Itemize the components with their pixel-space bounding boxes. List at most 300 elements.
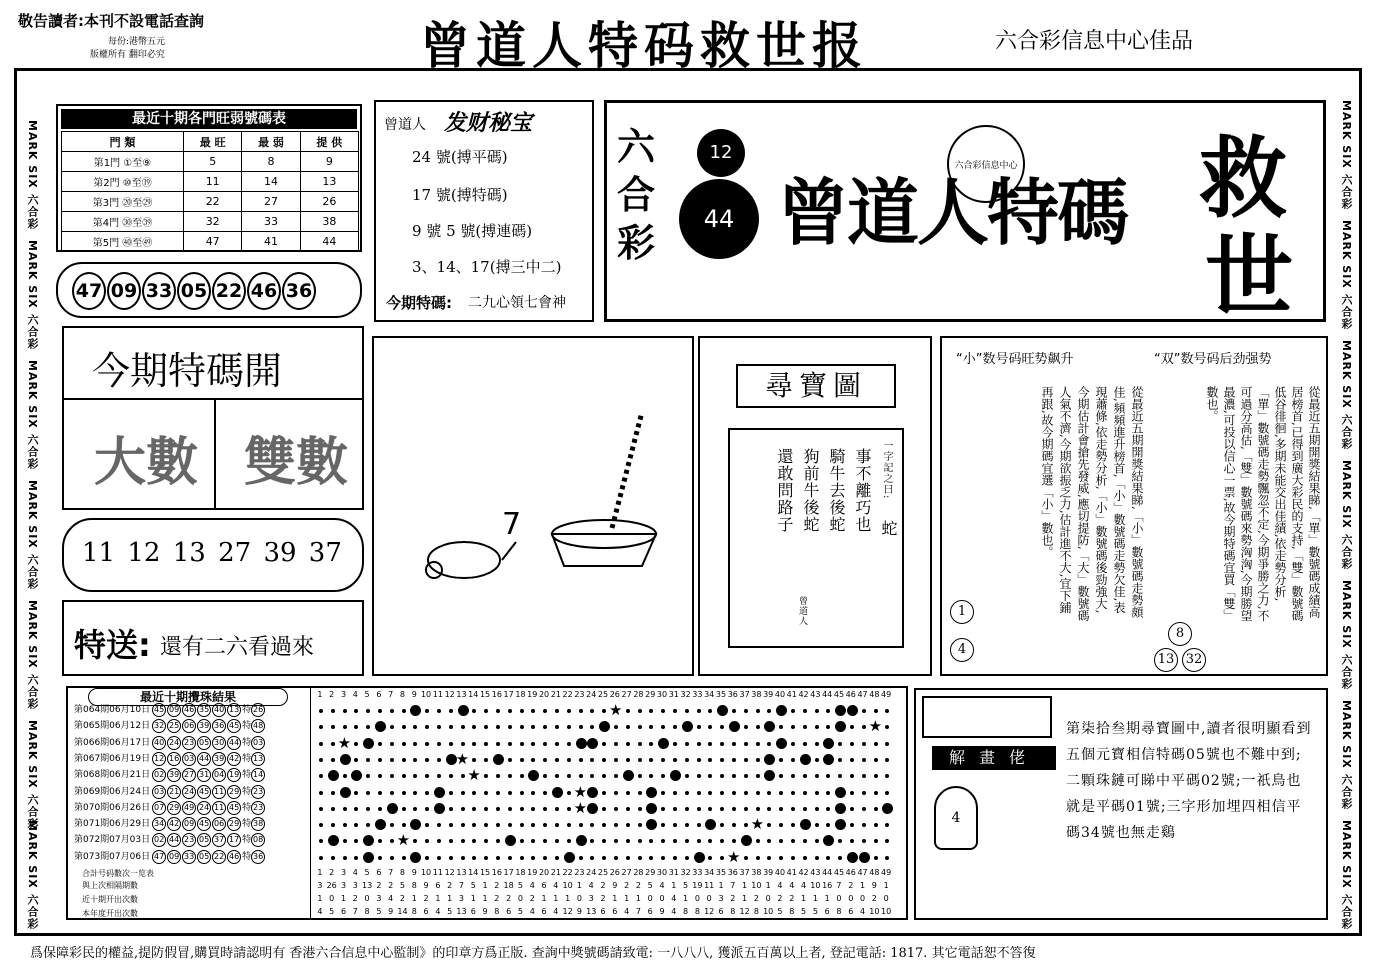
stat-value: 37 (739, 868, 750, 877)
drawn-mark (587, 803, 598, 814)
number-column-header: 2 (329, 690, 335, 699)
drawn-mark (363, 835, 374, 846)
draw-ball: 02 (152, 768, 166, 782)
draw-ball: 29 (227, 817, 241, 831)
empty-mark (425, 774, 429, 778)
stat-value: 16 (491, 868, 502, 877)
stat-row (314, 868, 892, 877)
empty-mark (425, 839, 429, 843)
empty-mark (685, 856, 689, 860)
pick-number: 12 (127, 538, 161, 568)
draw-special-label: 特 (242, 802, 252, 813)
number-column-header: 22 (562, 690, 573, 699)
draw-ball: 45 (227, 719, 241, 733)
table-row: 第4門 ㉚至㊴ 32 33 38 (62, 212, 359, 232)
stat-value: 5 (517, 881, 523, 890)
empty-mark (331, 709, 335, 713)
number-column-header: 26 (609, 690, 620, 699)
empty-mark (720, 807, 724, 811)
empty-mark (590, 774, 594, 778)
draw-ball: 42 (227, 752, 241, 766)
empty-mark (378, 742, 382, 746)
draw-ball: 27 (182, 768, 196, 782)
draw-special-ball: 36 (251, 850, 265, 864)
empty-mark (602, 856, 606, 860)
stat-value: 8 (730, 907, 736, 916)
empty-mark (520, 758, 524, 762)
draw-row (74, 702, 266, 718)
stat-value: 5 (329, 907, 335, 916)
treasure-char: 蛇 (879, 520, 898, 537)
special-open-even: 雙數 (244, 432, 349, 493)
table-row: 第2門 ⑩至⑲ 11 14 13 (62, 172, 359, 192)
empty-mark (484, 856, 488, 860)
empty-mark (720, 742, 724, 746)
empty-mark (484, 807, 488, 811)
empty-mark (579, 774, 583, 778)
draw-ball: 32 (152, 719, 166, 733)
empty-mark (366, 823, 370, 827)
stat-value: 0 (659, 894, 665, 903)
banner-box (604, 100, 1326, 328)
draw-special-ball: 48 (251, 719, 265, 733)
draw-label: 第064期06月10日 (74, 705, 151, 715)
stat-value: 6 (600, 907, 606, 916)
empty-mark (472, 791, 476, 795)
empty-mark (402, 709, 406, 713)
empty-mark (543, 839, 547, 843)
empty-mark (319, 839, 323, 843)
tips-box (374, 100, 594, 322)
empty-mark (791, 709, 795, 713)
number-column-header: 44 (822, 690, 833, 699)
empty-mark (614, 758, 618, 762)
drawn-mark (564, 852, 575, 863)
drawn-mark (599, 721, 610, 732)
empty-mark (555, 839, 559, 843)
number-column-header: 33 (692, 690, 703, 699)
stat-value: 2 (848, 881, 854, 890)
stat-value: 6 (506, 907, 512, 916)
stat-value: 1 (671, 881, 677, 890)
empty-mark (708, 839, 712, 843)
stat-value: 12 (739, 907, 750, 916)
empty-mark (779, 807, 783, 811)
draw-special-ball: 38 (251, 817, 265, 831)
empty-mark (649, 742, 653, 746)
turtle-bowl-illustration (374, 338, 692, 674)
stat-value: 10 (763, 907, 774, 916)
special-mark: ★ (455, 749, 470, 768)
draw-ball: 02 (152, 833, 166, 847)
empty-mark (756, 758, 760, 762)
banner-save-char: 救 (1199, 126, 1288, 230)
empty-mark (484, 791, 488, 795)
table-row: 第3門 ⑳至㉙ 22 27 26 (62, 192, 359, 212)
empty-mark (815, 807, 819, 811)
empty-mark (885, 758, 889, 762)
empty-mark (461, 774, 465, 778)
special-mark: ★ (750, 815, 765, 834)
empty-mark (874, 709, 878, 713)
stat-value: 5 (647, 881, 653, 890)
empty-mark (685, 709, 689, 713)
stat-value: 5 (517, 907, 523, 916)
empty-mark (885, 839, 889, 843)
special-mark: ★ (727, 847, 741, 866)
empty-mark (437, 758, 441, 762)
stat-value: 5 (801, 907, 807, 916)
empty-mark (720, 856, 724, 860)
empty-mark (649, 725, 653, 729)
draw-ball: 45 (152, 703, 166, 717)
empty-mark (354, 758, 358, 762)
empty-mark (543, 774, 547, 778)
stat-value: 4 (529, 907, 535, 916)
stat-value: 4 (671, 894, 677, 903)
empty-mark (508, 774, 512, 778)
stat-value: 9 (482, 907, 488, 916)
stat-value: 45 (833, 868, 845, 877)
empty-mark (614, 856, 618, 860)
empty-mark (744, 823, 748, 827)
draw-label: 第066期06月17日 (74, 737, 151, 748)
empty-mark (579, 856, 583, 860)
draw-row (74, 784, 266, 800)
empty-mark (508, 823, 512, 827)
banner-ball-top: 12 (697, 129, 745, 177)
empty-mark (319, 856, 323, 860)
stat-value: 0 (860, 894, 866, 903)
empty-mark (874, 839, 878, 843)
empty-mark (850, 774, 854, 778)
col-offer: 提 供 (300, 132, 358, 152)
empty-mark (413, 758, 417, 762)
tips-person: 曾道人 (384, 117, 426, 133)
empty-mark (520, 807, 524, 811)
empty-mark (319, 791, 323, 795)
empty-mark (685, 823, 689, 827)
draw-ball: 39 (212, 752, 226, 766)
draw-number-header (314, 690, 892, 699)
empty-mark (708, 807, 712, 811)
empty-mark (437, 823, 441, 827)
tips-special-label: 今期特碼: (386, 294, 452, 312)
empty-mark (508, 725, 512, 729)
empty-mark (744, 725, 748, 729)
empty-mark (531, 839, 535, 843)
number-column-header: 14 (468, 690, 479, 699)
banner-seal: 六合彩信息中心 (947, 125, 1025, 203)
empty-mark (614, 823, 618, 827)
empty-mark (425, 823, 429, 827)
draw-ball: 11 (212, 785, 226, 799)
empty-mark (508, 807, 512, 811)
empty-mark (472, 758, 476, 762)
empty-mark (402, 823, 406, 827)
empty-mark (484, 725, 488, 729)
empty-mark (590, 839, 594, 843)
empty-mark (720, 774, 724, 778)
empty-mark (366, 791, 370, 795)
treasure-col-2: 騎牛去後蛇 (827, 448, 846, 533)
draw-ball: 39 (197, 719, 211, 733)
empty-mark (461, 725, 465, 729)
empty-mark (413, 725, 417, 729)
stat-value: 32 (680, 868, 691, 877)
empty-mark (449, 709, 453, 713)
draw-ball: 25 (167, 719, 181, 733)
draw-special-ball: 13 (251, 752, 265, 766)
send-box (62, 600, 364, 676)
side-mark-right-4: MARK SIX 六合彩 (1340, 460, 1353, 570)
empty-mark (579, 725, 583, 729)
stat-value: 4 (777, 881, 783, 890)
stat-value: 24 (586, 868, 597, 877)
stat-value: 4 (624, 907, 630, 916)
stat-value: 2 (730, 894, 736, 903)
empty-mark (366, 774, 370, 778)
empty-mark (402, 774, 406, 778)
empty-mark (614, 791, 618, 795)
draw-ball: 05 (197, 850, 211, 864)
stat-value: 29 (645, 868, 656, 877)
stat-value: 39 (763, 868, 774, 877)
stat-value: 9 (411, 868, 417, 877)
empty-mark (472, 856, 476, 860)
banner-left-vertical: 六合彩 (617, 124, 656, 265)
empty-mark (791, 742, 795, 746)
stat-value: 0 (576, 894, 582, 903)
empty-mark (838, 774, 842, 778)
special-mark: ★ (573, 798, 588, 817)
stat-value: 23 (574, 868, 585, 877)
stat-value: 2 (506, 894, 512, 903)
stat-value: 2 (635, 881, 641, 890)
empty-mark (697, 823, 701, 827)
special-mark: ★ (337, 733, 352, 752)
special-mark: ★ (396, 831, 411, 850)
side-mark-left-3: MARK SIX 六合彩 (26, 360, 39, 470)
empty-mark (614, 742, 618, 746)
empty-mark (354, 807, 358, 811)
number-column-header: 21 (550, 690, 561, 699)
stat-value: 1 (824, 894, 830, 903)
stat-value: 2 (624, 881, 630, 890)
empty-mark (661, 758, 665, 762)
drawn-mark (776, 705, 787, 716)
draw-ball: 46 (182, 703, 196, 717)
empty-mark (732, 709, 736, 713)
empty-mark (425, 856, 429, 860)
empty-mark (366, 758, 370, 762)
empty-mark (767, 791, 771, 795)
empty-mark (390, 823, 394, 827)
drawn-mark (717, 705, 728, 716)
number-column-header: 42 (798, 690, 809, 699)
empty-mark (366, 709, 370, 713)
stat-value: 11 (704, 881, 715, 890)
number-column-header: 15 (479, 690, 491, 699)
drawn-mark (587, 738, 598, 749)
empty-mark (590, 709, 594, 713)
stat-value: 4 (529, 881, 535, 890)
empty-mark (602, 774, 606, 778)
empty-mark (378, 856, 382, 860)
stat-value: 7 (836, 881, 842, 890)
number-column-header: 17 (503, 690, 514, 699)
empty-mark (354, 709, 358, 713)
draw-ball: 40 (212, 703, 226, 717)
stat-value: 2 (494, 894, 500, 903)
stat-value: 1 (742, 881, 748, 890)
stat-value: 5 (447, 907, 453, 916)
treasure-col-1: 事不離巧也 (853, 448, 872, 533)
draw-ball: 24 (182, 785, 196, 799)
empty-mark (732, 791, 736, 795)
empty-mark (461, 839, 465, 843)
empty-mark (756, 725, 760, 729)
empty-mark (331, 807, 335, 811)
empty-mark (779, 725, 783, 729)
draw-label: 第067期06月19日 (74, 753, 151, 764)
stat-value: 19 (527, 868, 538, 877)
empty-mark (779, 774, 783, 778)
drawn-mark (328, 835, 339, 846)
strength-table-title: 最近十期各門旺弱號碼表 (61, 109, 357, 129)
empty-mark (744, 791, 748, 795)
drawn-mark (434, 803, 445, 814)
tips-line-combo: 9 號 5 號(搏連碼) (412, 222, 533, 240)
empty-mark (885, 791, 889, 795)
number-column-header: 46 (845, 690, 856, 699)
empty-mark (885, 709, 889, 713)
empty-mark (638, 807, 642, 811)
empty-mark (402, 807, 406, 811)
empty-mark (413, 774, 417, 778)
stat-value: 4 (317, 907, 323, 916)
drawn-mark (764, 721, 775, 732)
empty-mark (756, 742, 760, 746)
col-cold: 最 弱 (242, 132, 300, 152)
drawn-mark (658, 738, 669, 749)
divider (310, 688, 311, 920)
draw-ball: 45 (197, 817, 211, 831)
empty-mark (638, 856, 642, 860)
number-column-header: 24 (586, 690, 597, 699)
empty-mark (803, 791, 807, 795)
empty-mark (449, 856, 453, 860)
draw-row (74, 832, 266, 848)
draw-row (74, 800, 266, 816)
number-column-header: 47 (857, 690, 868, 699)
stat-value: 10 (751, 881, 762, 890)
stat-value: 33 (692, 868, 703, 877)
hot-ball: 46 (247, 272, 281, 310)
empty-mark (720, 725, 724, 729)
empty-mark (343, 856, 347, 860)
empty-mark (697, 709, 701, 713)
empty-mark (708, 774, 712, 778)
empty-mark (602, 791, 606, 795)
empty-mark (850, 823, 854, 827)
empty-mark (803, 839, 807, 843)
empty-mark (331, 758, 335, 762)
empty-mark (815, 791, 819, 795)
number-column-header: 1 (317, 690, 323, 699)
stat-value: 1 (801, 894, 807, 903)
stat-value: 0 (836, 894, 842, 903)
side-mark-right-6: MARK SIX 六合彩 (1340, 700, 1353, 810)
empty-mark (826, 856, 830, 860)
drawn-mark (576, 835, 587, 846)
treasure-title: 尋寶圖 (736, 364, 896, 408)
empty-mark (720, 839, 724, 843)
stat-value: 26 (609, 868, 620, 877)
draw-ball: 23 (182, 833, 196, 847)
empty-mark (673, 839, 677, 843)
pick-numbers-box (62, 518, 364, 592)
empty-mark (850, 807, 854, 811)
draw-ball: 11 (212, 801, 226, 815)
col-hot: 最 旺 (184, 132, 242, 152)
drawn-mark (847, 705, 858, 716)
empty-mark (767, 709, 771, 713)
empty-mark (543, 856, 547, 860)
stat-value: 3 (340, 881, 347, 890)
stat-value: 5 (470, 881, 476, 890)
draw-ball: 03 (182, 752, 196, 766)
empty-mark (567, 839, 571, 843)
number-column-header: 32 (680, 690, 691, 699)
stat-value: 1 (482, 894, 488, 903)
divider (64, 398, 362, 400)
empty-mark (744, 709, 748, 713)
empty-mark (496, 823, 500, 827)
table-row: 第5門 ㊵至㊾ 47 41 44 (62, 232, 359, 252)
empty-mark (425, 807, 429, 811)
drawn-mark (363, 852, 374, 863)
drawn-mark (493, 754, 504, 765)
number-column-header: 12 (444, 690, 455, 699)
empty-mark (472, 839, 476, 843)
draw-ball: 19 (227, 768, 241, 782)
empty-mark (461, 856, 465, 860)
empty-mark (437, 856, 441, 860)
empty-mark (661, 725, 665, 729)
drawn-mark (694, 852, 705, 863)
empty-mark (602, 758, 606, 762)
empty-mark (390, 758, 394, 762)
stat-value: 4 (671, 907, 677, 916)
empty-mark (390, 742, 394, 746)
stat-label: 合計号码數次一览表 (82, 869, 154, 878)
stat-value: 12 (444, 868, 455, 877)
side-mark-left-5: MARK SIX 六合彩 (26, 600, 39, 710)
stat-value: 6 (647, 907, 653, 916)
drawn-mark (351, 770, 362, 781)
analysis-circle-num: 4 (950, 638, 974, 662)
empty-mark (602, 823, 606, 827)
stat-value: 28 (633, 868, 644, 877)
empty-mark (579, 758, 583, 762)
empty-mark (543, 807, 547, 811)
number-column-header: 23 (574, 690, 585, 699)
side-mark-right-5: MARK SIX 六合彩 (1340, 580, 1353, 690)
draw-ball: 29 (167, 801, 181, 815)
number-column-header: 20 (538, 690, 550, 699)
stat-value: 9 (659, 907, 665, 916)
